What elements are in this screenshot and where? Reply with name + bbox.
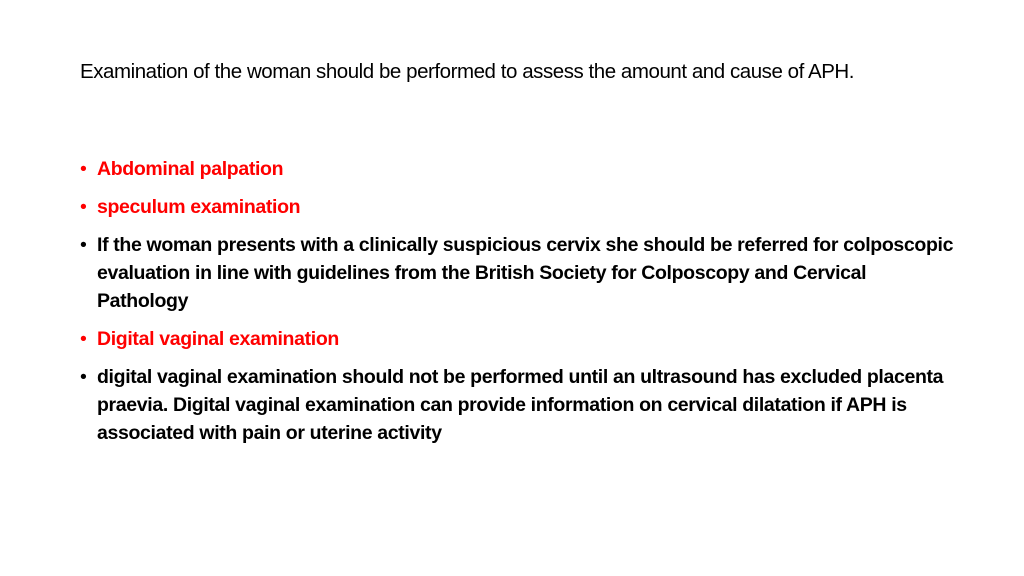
bullet-text: Abdominal palpation: [97, 158, 284, 180]
bullet-marker: •: [80, 196, 87, 218]
bullet-text: speculum examination: [97, 196, 301, 218]
bullet-item-speculum-examination: [80, 193, 960, 221]
bullet-text: digital vaginal examination should not be performed until an ultrasound has excluded placenta praevia. Digital vaginal examination can provide information on cervical dilatation if APH is associated with pain or uterine activity: [97, 366, 944, 444]
bullet-marker: •: [80, 158, 87, 180]
bullet-marker: •: [80, 234, 87, 256]
bullet-item-digital-vaginal-examination: [80, 325, 960, 353]
slide-title: Examination of the woman should be performed to assess the amount and cause of APH.: [80, 60, 855, 83]
bullet-marker: •: [80, 328, 87, 350]
bullet-text: If the woman presents with a clinically suspicious cervix she should be referred for colposcopic evaluation in line with guidelines from the British Society for Colposcopy and Cervical Pathology: [97, 234, 954, 312]
bullet-item-suspicious-cervix: [80, 231, 960, 315]
bullet-text: Digital vaginal examination: [97, 328, 339, 350]
bullet-item-dve-caution: [80, 363, 960, 447]
bullet-marker: •: [80, 366, 87, 388]
bullet-list: [80, 155, 960, 457]
bullet-item-abdominal-palpation: [80, 155, 960, 183]
